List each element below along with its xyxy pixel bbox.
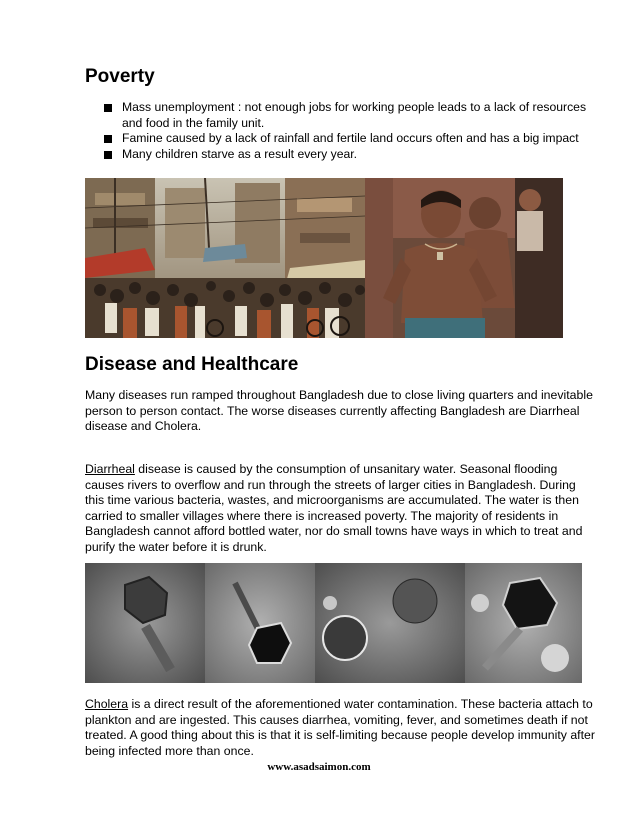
cholera-term: Cholera xyxy=(85,697,129,711)
section-heading-disease: Disease and Healthcare xyxy=(85,354,299,375)
bullet-text: Mass unemployment : not enough jobs for working people leads to a lack of resources and food in the family unit. xyxy=(122,100,587,130)
virus-microscopy-image-strip xyxy=(85,563,582,683)
footer-website: www.asadsaimon.com xyxy=(267,761,371,773)
list-item xyxy=(104,147,604,163)
bullet-text: Many children starve as a result every year. xyxy=(122,146,358,161)
square-bullet-icon xyxy=(104,104,112,112)
section-heading-poverty: Poverty xyxy=(85,66,155,87)
children-photo xyxy=(365,178,563,338)
list-item xyxy=(104,131,604,147)
square-bullet-icon xyxy=(104,151,112,159)
diarrheal-paragraph xyxy=(85,462,595,556)
bullet-text: Famine caused by a lack of rainfall and fertile land occurs often and has a big impact xyxy=(122,131,579,145)
cholera-text: is a direct result of the aforementioned water contamination. These bacteria attach to plankton and are ingested. This causes diarrhea, vomiting, fever, and sometimes death if not treated. A good thing about this is that it is self-limiting because people develop immunity after being infected more than once. xyxy=(85,697,595,758)
crowded-street-photo xyxy=(85,178,365,338)
square-bullet-icon xyxy=(104,135,112,143)
diarrheal-text: disease is caused by the consumption of unsanitary water. Seasonal flooding causes rivers to overflow and run through the streets of larger cities in Bangladesh. During this time various bacteria, wastes, and microorganisms are accumulated. The water is then carried to smaller villages where there is increased poverty. The majority of residents in Bangladesh cannot afford bottled water, nor do small towns have ways in which to treat and purify the water before it is drunk. xyxy=(85,462,583,554)
disease-intro-paragraph: Many diseases run ramped throughout Bangladesh due to close living quarters and inevitable person to person contact. The worse diseases currently affecting Bangladesh are Diarrheal disease and Cholera. xyxy=(85,388,593,434)
diarrheal-term: Diarrheal xyxy=(85,462,135,476)
cholera-paragraph xyxy=(85,697,595,759)
poverty-bullet-list xyxy=(104,100,604,162)
list-item xyxy=(104,100,604,131)
